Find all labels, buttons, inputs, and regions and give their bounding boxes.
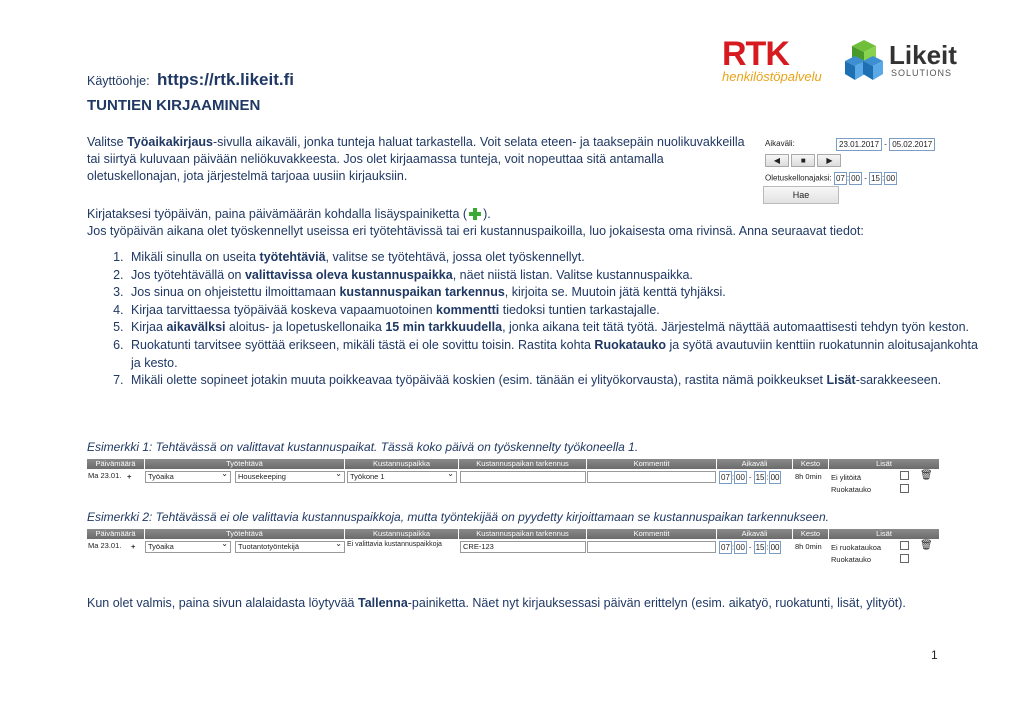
likeit-logo-subtitle: SOLUTIONS: [891, 68, 953, 78]
guide-url-link[interactable]: https://rtk.likeit.fi: [157, 70, 294, 89]
col-header-comments: Kommentit: [587, 459, 717, 469]
end-hour-input[interactable]: 15: [755, 543, 765, 552]
start-minute-input[interactable]: 00: [736, 543, 745, 552]
user-guide-line: [87, 70, 294, 90]
end-minute-input[interactable]: 00: [770, 543, 780, 552]
duration-value: 8h 0min: [795, 472, 822, 481]
col-header-refinement: Kustannuspaikan tarkennus: [459, 529, 587, 539]
default-end-minute-input[interactable]: 00: [886, 174, 896, 183]
arrow-right-icon: ▶: [826, 156, 833, 165]
lunch-label: Ruokatauko: [831, 555, 872, 564]
step-item: 4. Kirjaa tarvittaessa työpäivää koskeva vapaamuotoinen kommentti tiedoksi tuntien tarkastajalle.: [127, 302, 987, 320]
square-icon: ■: [800, 156, 806, 165]
steps-list: [87, 249, 987, 390]
footer-text-end: -painiketta. Näet nyt kirjauksessasi päivän erittelyn (esim. aikatyö, ruokatunti, lisät, ylityöt).: [407, 596, 906, 610]
cost-center-select[interactable]: Työkone 1 ⌄: [347, 471, 457, 483]
next-button[interactable]: [817, 154, 841, 167]
likeit-cubes-icon: [843, 38, 885, 84]
footer-text: Kun olet valmis, paina sivun alalaidasta löytyvää: [87, 596, 358, 610]
step-item: 6. Ruokatunti tarvitsee syöttää erikseen, mikäli tästä ei ole sovittu toisin. Rastita kohta Ruokatauko ja syötä avautuviin kenttiin ruokatunnin aloitusajankohta ja kesto.: [127, 337, 987, 372]
user-guide-label: Käyttöohje:: [87, 74, 150, 88]
step-item: 2. Jos työtehtävällä on valittavissa oleva kustannuspaikka, näet niistä listan. Valitse kustannuspaikka.: [127, 267, 987, 285]
task-select[interactable]: Housekeeping ⌄: [235, 471, 345, 483]
page-number: 1: [931, 648, 938, 662]
lunch-checkbox[interactable]: [900, 484, 909, 493]
duration-value: 8h 0min: [795, 542, 822, 551]
end-minute-input[interactable]: 00: [770, 473, 780, 482]
cost-center-static: Ei valittavia kustannuspaikkoja: [347, 541, 442, 548]
start-hour-input[interactable]: 07: [721, 473, 730, 482]
col-header-date: Päivämäärä: [87, 459, 145, 469]
lunch-label: Ruokatauko: [831, 485, 872, 494]
example2-table: Päivämäärä Työtehtävä Kustannuspaikka Kustannuspaikan tarkennus Kommentit Aikaväli Kesto Lisät Ma 23.01. + Työaika ⌄ Tuotantotyöntekijä ⌄ Ei valittavia kustannuspaikkoja CRE-123 07 : 00 - 15 : 00 8h 0min Ei ruokataukoa 🗑 Ruokatauko: [87, 529, 940, 567]
default-time-label: Oletuskellonajaksi:: [765, 173, 832, 183]
fetch-button[interactable]: Hae: [763, 186, 839, 204]
trash-icon[interactable]: 🗑: [920, 470, 933, 481]
row-date: Ma 23.01.: [88, 471, 122, 480]
intro-text: Valitse: [87, 135, 128, 149]
end-hour-input[interactable]: 15: [755, 473, 765, 482]
col-header-date: Päivämäärä: [87, 529, 145, 539]
col-header-range: Aikaväli: [717, 529, 793, 539]
col-header-cost-center: Kustannuspaikka: [345, 529, 459, 539]
rows-paragraph: Jos työpäivän aikana olet työskennellyt useissa eri työtehtävissä tai eri kustannuspaikoilla, luo jokaisesta oma rivinsä. Anna seuraavat tiedot:: [87, 224, 864, 238]
extra-checkbox[interactable]: [900, 471, 909, 480]
intro-paragraph: [87, 134, 755, 185]
start-hour-input[interactable]: 07: [721, 543, 730, 552]
lunch-checkbox[interactable]: [900, 554, 909, 563]
page-title: TUNTIEN KIRJAAMINEN: [87, 97, 261, 114]
extra-label: Ei ruokataukoa: [831, 543, 882, 552]
today-button[interactable]: [791, 154, 815, 167]
step-item: 3. Jos sinua on ohjeistettu ilmoittamaan kustannuspaikan tarkennus, kirjoita se. Muutoin jätä kenttä tyhjäksi.: [127, 284, 987, 302]
comment-input[interactable]: [587, 541, 716, 553]
col-header-duration: Kesto: [793, 459, 829, 469]
rtk-logo-text: RTK: [722, 35, 789, 73]
step-item: 7. Mikäli olette sopineet jotakin muuta poikkeavaa työpäivää koskien (esim. tänään ei ylityökorvausta), rastita nämä poikkeukset Lisät-sarakkeeseen.: [127, 372, 987, 390]
type-select[interactable]: Työaika ⌄: [145, 471, 231, 483]
likeit-logo: [843, 38, 963, 84]
default-start-minute-input[interactable]: 00: [851, 174, 860, 183]
row-date: Ma 23.01.: [88, 541, 122, 550]
prev-button[interactable]: [765, 154, 789, 167]
col-header-extras: Lisät: [829, 529, 940, 539]
extra-label: Ei ylitöitä: [831, 473, 862, 482]
likeit-logo-text: Likeit: [889, 40, 957, 70]
add-row-button[interactable]: +: [131, 542, 136, 551]
example1-table: Päivämäärä Työtehtävä Kustannuspaikka Kustannuspaikan tarkennus Kommentit Aikaväli Kesto Lisät Ma 23.01. + Työaika ⌄ Housekeeping ⌄ Työkone 1 ⌄ 07 : 00 - 15 : 00 8h 0min Ei ylitöitä 🗑 Ruokatauko: [87, 459, 940, 497]
extra-checkbox[interactable]: [900, 541, 909, 550]
default-end-hour-input[interactable]: 15: [871, 174, 880, 183]
intro-bold-page: Työaikakirjaus: [127, 135, 214, 149]
date-range-panel: Aikaväli: 23.01.2017 - 05.02.2017 ◀ ■ ▶ Oletuskellonajaksi: 07 : 00 - 15 : 00 Hae: [763, 137, 938, 207]
col-header-extras: Lisät: [829, 459, 940, 469]
col-header-comments: Kommentit: [587, 529, 717, 539]
col-header-task: Työtehtävä: [145, 529, 345, 539]
task-select[interactable]: Tuotantotyöntekijä ⌄: [235, 541, 345, 553]
refinement-input[interactable]: [460, 471, 586, 483]
col-header-range: Aikaväli: [717, 459, 793, 469]
step-item: 1. Mikäli sinulla on useita työtehtäviä, valitse se työtehtävä, jossa olet työskennellyt.: [127, 249, 987, 267]
example2-caption: Esimerkki 2: Tehtävässä ei ole valittavia kustannuspaikkoja, mutta työntekijää on pyydetty kirjoittamaan se kustannuspaikan tarkennukseen.: [87, 510, 829, 524]
trash-icon[interactable]: 🗑: [920, 540, 933, 551]
col-header-duration: Kesto: [793, 529, 829, 539]
start-date-input[interactable]: 23.01.2017: [836, 138, 882, 151]
range-label: Aikaväli:: [765, 139, 795, 148]
add-day-text-end: ).: [483, 207, 491, 221]
comment-input[interactable]: [587, 471, 716, 483]
rtk-logo-subtitle: henkilöstöpalvelu: [722, 69, 822, 84]
end-date-input[interactable]: 05.02.2017: [889, 138, 935, 151]
col-header-cost-center: Kustannuspaikka: [345, 459, 459, 469]
add-day-text: Kirjataksesi työpäivän, paina päivämäärän kohdalla lisäyspainiketta (: [87, 207, 468, 221]
step-item: 5. Kirjaa aikavälksi aloitus- ja lopetuskellonaika 15 min tarkkuudella, jonka aikana teit tätä työtä. Järjestelmä näyttää automaattisesti tehdyn työn keston.: [127, 319, 987, 337]
add-row-button[interactable]: +: [127, 472, 132, 481]
refinement-input[interactable]: CRE-123: [460, 541, 586, 553]
footer-paragraph: [87, 595, 957, 612]
footer-bold-save: Tallenna: [357, 596, 408, 610]
arrow-left-icon: ◀: [773, 156, 781, 165]
col-header-refinement: Kustannuspaikan tarkennus: [459, 459, 587, 469]
rtk-logo: [722, 35, 822, 84]
type-select[interactable]: Työaika ⌄: [145, 541, 231, 553]
example1-caption: Esimerkki 1: Tehtävässä on valittavat kustannuspaikat. Tässä koko päivä on työskennelty työkoneella 1.: [87, 440, 639, 454]
col-header-task: Työtehtävä: [145, 459, 345, 469]
default-start-hour-input[interactable]: 07: [835, 174, 845, 183]
range-dash: -: [884, 139, 887, 149]
start-minute-input[interactable]: 00: [736, 473, 745, 482]
intro-text-cont: -sivulla aikaväli, jonka tunteja haluat tarkastella. Voit selata eteen- ja taaksepäin nuolikuvakkeilla tai siirtyä kuluvaan päivään neliökuvakkeesta. Jos olet kirjaamassa tunteja, voit nopeuttaa sitä antamalla oletuskellonajan, jota järjestelmä tarjoaa uusiin kirjauksiin.: [87, 135, 745, 183]
